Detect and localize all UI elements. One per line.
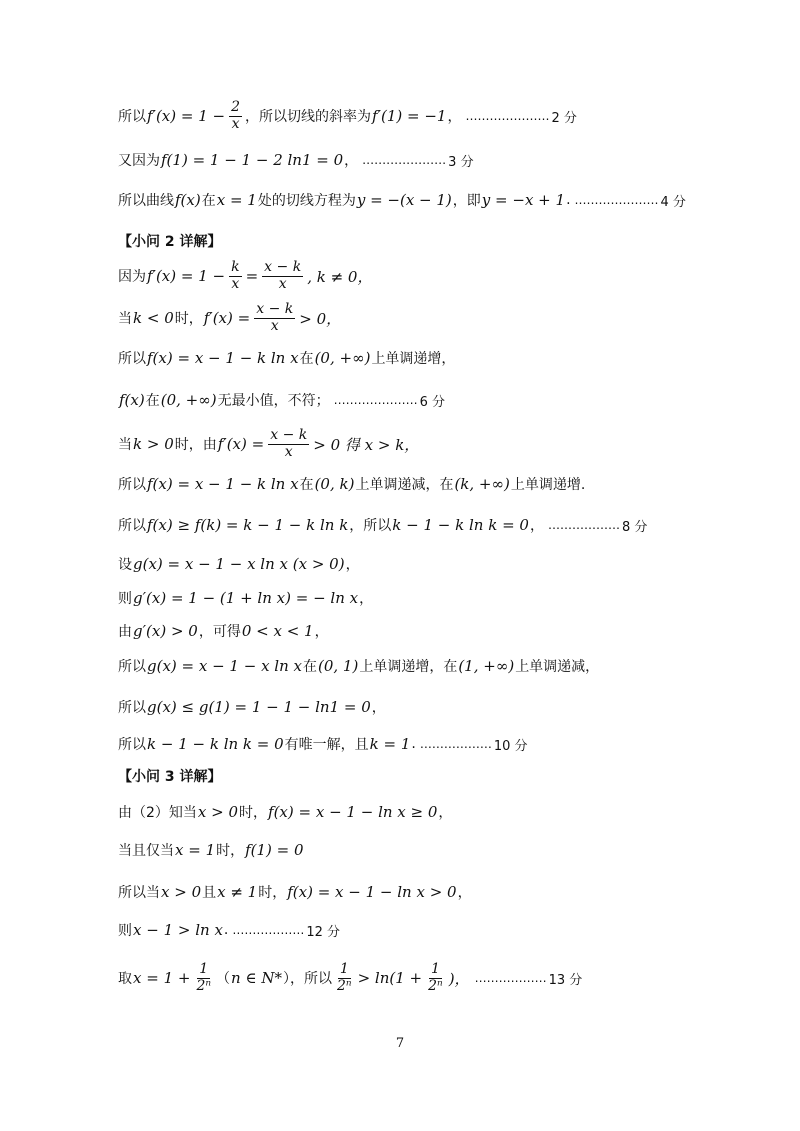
fraction-denominator: x: [270, 317, 279, 334]
text: ，所以: [349, 518, 392, 534]
section-heading-2: [118, 221, 718, 261]
text: ，: [457, 885, 472, 901]
fraction: [253, 302, 296, 334]
text: 在: [299, 477, 314, 493]
fraction-numerator: 1: [339, 961, 349, 978]
math: 0 < x < 1: [241, 622, 314, 640]
fraction-numerator: x − k: [264, 259, 302, 276]
text: 由（2）知当: [118, 805, 197, 821]
text: .: [566, 192, 571, 208]
math: > 0 得 x > k，: [313, 435, 420, 454]
text: 时，由: [174, 437, 217, 453]
math: =: [245, 267, 259, 285]
text: .: [411, 736, 416, 752]
text: 则: [118, 591, 132, 607]
text: ，即: [452, 193, 481, 209]
math: f′(x) =: [203, 309, 251, 327]
text: ，: [438, 805, 453, 821]
text: 在: [201, 193, 216, 209]
math: x > 0: [197, 803, 239, 821]
math: g(x) = x − 1 − x ln x: [147, 657, 302, 675]
math: (1, +∞): [458, 657, 515, 675]
fraction-denominator: x: [231, 115, 240, 132]
text: 所以曲线: [118, 193, 174, 209]
fraction: [228, 260, 242, 292]
math: g(x) = x − 1 − x ln x (x > 0): [133, 555, 345, 573]
text: 取: [118, 971, 132, 987]
text: ，所以切线的斜率为: [245, 109, 372, 125]
score-label: 10 分: [493, 738, 528, 754]
leader-dots: ………………: [474, 971, 547, 985]
line-increasing: [118, 338, 718, 378]
text: 又因为: [118, 153, 160, 169]
fraction-numerator: 1: [430, 961, 440, 978]
fraction-numerator: 2: [231, 99, 241, 116]
text: ，: [529, 518, 544, 534]
fraction: [193, 962, 214, 994]
math: g′(x) = 1 − (1 + ln x) = − ln x: [133, 589, 359, 607]
fraction-denominator: 2ⁿ: [196, 977, 212, 994]
text: 当: [118, 311, 132, 327]
math: f(x) = x − 1 − k ln x: [147, 475, 299, 493]
math: (0, 1): [318, 657, 359, 675]
fraction-denominator: x: [278, 275, 287, 292]
math: k − 1 − k ln k = 0: [392, 516, 529, 534]
math: k − 1 − k ln k = 0: [147, 735, 284, 753]
line-strict-inequality: [118, 872, 718, 912]
fraction: [267, 428, 310, 460]
text: 因为: [118, 269, 146, 285]
math: x − 1 > ln x: [133, 921, 223, 939]
text: ，可得: [198, 624, 241, 640]
fraction: [425, 962, 446, 994]
text: 所以: [118, 518, 146, 534]
section-heading-3: [118, 756, 718, 796]
score-label: 12 分: [306, 924, 341, 940]
section-title: 【小问 3 详解】: [118, 769, 222, 785]
math: f(x) ≥ f(k) = k − 1 − k ln k: [147, 516, 349, 534]
text: 所以: [118, 351, 146, 367]
text: 所以: [118, 477, 146, 493]
math: f′(x) =: [217, 435, 265, 453]
line-f1: [118, 140, 718, 180]
text: ，: [447, 109, 462, 125]
math: y = −(x − 1): [356, 191, 452, 209]
text: 时，: [216, 843, 245, 859]
line-tangent: [118, 180, 718, 220]
text: 在: [303, 659, 317, 675]
text: 且: [202, 885, 217, 901]
text: 时，: [258, 885, 287, 901]
math: f′(x) = 1 −: [147, 267, 226, 285]
math: x = 1: [175, 841, 216, 859]
math: n ∈ N*: [231, 969, 282, 987]
math: x = 1: [216, 191, 257, 209]
line-from-part2: [118, 792, 718, 832]
math: g(x) ≤ g(1) = 1 − 1 − ln1 = 0: [147, 698, 371, 716]
line-log-bound: [118, 910, 718, 950]
math: , k ≠ 0，: [307, 267, 373, 286]
line-derivative: [118, 256, 718, 296]
text: 时，: [174, 311, 203, 327]
math: f(x): [175, 191, 201, 209]
line-case-k-negative: [118, 298, 718, 338]
math: > ln(1 +: [357, 969, 423, 987]
fraction-denominator: 2ⁿ: [428, 977, 443, 994]
math: k > 0: [133, 435, 174, 453]
text: 所以: [118, 109, 146, 125]
leader-dots: …………………: [362, 153, 447, 167]
fraction-numerator: 1: [199, 961, 209, 978]
line-no-minimum: [118, 380, 718, 420]
leader-dots: …………………: [333, 393, 418, 407]
math: f(1) = 0: [245, 841, 304, 859]
line-equality-case: [118, 830, 718, 870]
score-label: 4 分: [660, 194, 686, 210]
math: x > 0: [161, 883, 202, 901]
page-number: 7: [395, 1036, 405, 1051]
math: g′(x) > 0: [133, 622, 198, 640]
fraction-numerator: x − k: [256, 301, 294, 318]
text: ，: [344, 153, 359, 169]
line-g-monotonic: [118, 646, 718, 686]
line-slope: [118, 96, 718, 136]
fraction: [334, 962, 355, 994]
math: f′(x) = 1 −: [147, 107, 226, 125]
score-label: 8 分: [621, 519, 648, 535]
math: f′(1) = −1: [372, 107, 447, 125]
math: f(x): [119, 391, 145, 409]
text: 上单调递减，: [515, 659, 600, 675]
text: 所以当: [118, 885, 160, 901]
math: (0, +∞): [160, 391, 217, 409]
fraction-denominator: x: [231, 275, 240, 292]
math: f(x) = x − 1 − ln x ≥ 0: [268, 803, 438, 821]
line-monotonic: [118, 464, 718, 504]
math: (k, +∞): [454, 475, 510, 493]
text: 在: [299, 351, 314, 367]
score-label: 2 分: [551, 110, 577, 126]
math: f(1) = 1 − 1 − 2 ln1 = 0: [161, 151, 344, 169]
line-g-positive: [118, 611, 718, 651]
text: ，: [314, 624, 329, 640]
fraction-numerator: x − k: [270, 427, 308, 444]
text: 所以: [118, 737, 146, 753]
score-label: 6 分: [419, 394, 445, 410]
line-case-k-positive: [118, 424, 718, 464]
leader-dots: ………………: [232, 923, 305, 937]
text: 所以: [118, 700, 146, 716]
line-substitution: [118, 958, 718, 998]
leader-dots: …………………: [465, 109, 550, 123]
fraction: [261, 260, 304, 292]
math: k < 0: [133, 309, 174, 327]
text: 在: [145, 393, 160, 409]
leader-dots: ………………: [547, 518, 620, 532]
text: 上单调递增.: [510, 477, 586, 493]
math: x = 1 +: [133, 969, 191, 987]
section-title: 【小问 2 详解】: [118, 234, 222, 250]
text: 时，: [239, 805, 268, 821]
text: （: [216, 971, 231, 987]
math: x ≠ 1: [217, 883, 258, 901]
math: f(x) = x − 1 − ln x > 0: [287, 883, 457, 901]
leader-dots: …………………: [574, 193, 659, 207]
math: k = 1: [369, 735, 411, 753]
text: ，: [371, 700, 386, 716]
score-label: 13 分: [548, 972, 583, 988]
math: (0, k): [314, 475, 355, 493]
line-g-max: [118, 687, 718, 727]
text: 有唯一解，且: [284, 737, 369, 753]
math: > 0，: [299, 309, 342, 328]
text: ），所以: [282, 971, 332, 987]
leader-dots: ………………: [419, 737, 492, 751]
score-label: 3 分: [448, 154, 474, 170]
text: 所以: [118, 659, 146, 675]
text: 当且仅当: [118, 843, 174, 859]
text: 处的切线方程为: [257, 193, 356, 209]
text: 无最小值，不符；: [217, 393, 330, 409]
text: 上单调递增，在: [359, 659, 458, 675]
text: .: [223, 922, 229, 938]
fraction-denominator: 2ⁿ: [336, 977, 352, 994]
math: y = −x + 1: [481, 191, 566, 209]
text: ，: [345, 557, 360, 573]
math: f(x) = x − 1 − k ln x: [147, 349, 299, 367]
fraction-numerator: k: [231, 259, 240, 276]
fraction: [228, 100, 243, 132]
text: 当: [118, 437, 132, 453]
fraction-denominator: x: [284, 443, 293, 460]
text: 由: [118, 624, 132, 640]
text: 上单调递增，: [371, 351, 456, 367]
text: ，: [359, 591, 374, 607]
text: 上单调递减，在: [355, 477, 454, 493]
text: 设: [118, 557, 132, 573]
text: 则: [118, 923, 132, 939]
math: (0, +∞): [314, 349, 371, 367]
math: )，: [448, 969, 470, 988]
line-minimum-value: [118, 505, 718, 545]
